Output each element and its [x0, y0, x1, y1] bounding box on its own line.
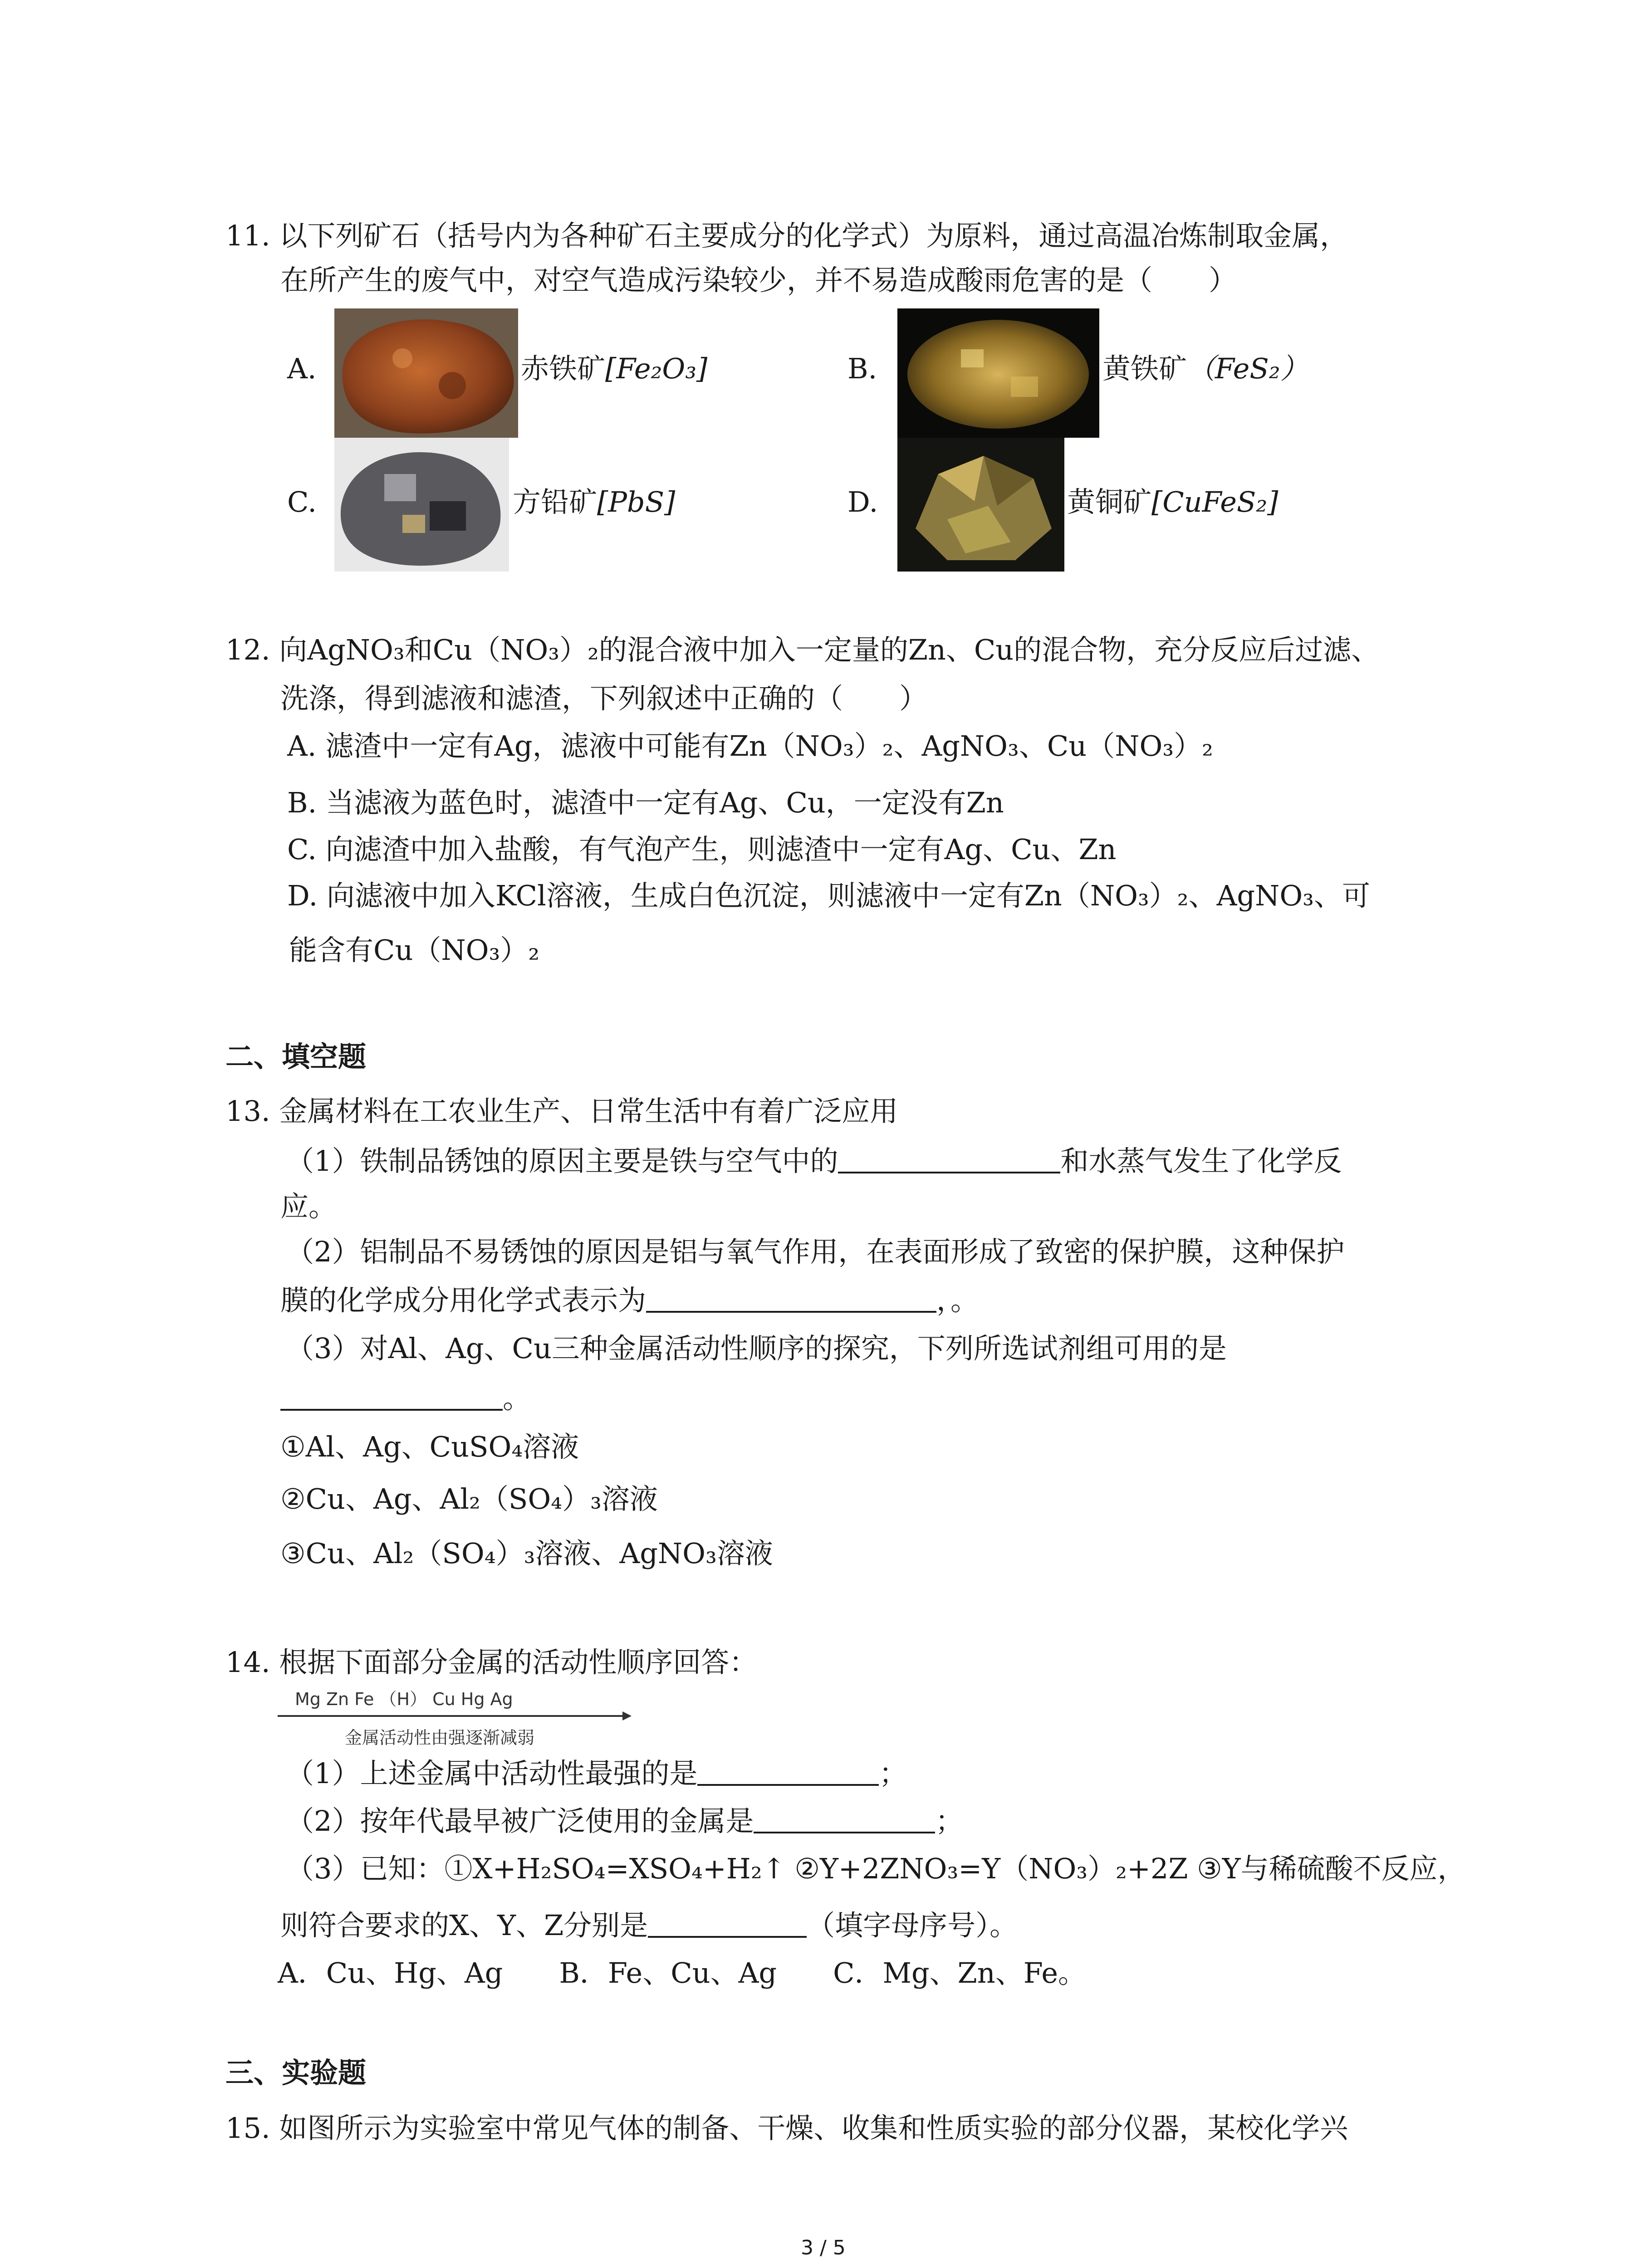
q14-blank-2[interactable]: [754, 1806, 935, 1833]
q13-option-2: ②Cu、Ag、Al₂（SO₄）₃溶液: [280, 1482, 658, 1515]
pyrite-ore-image: [897, 308, 1099, 438]
q13-option-3: ③Cu、Al₂（SO₄）₃溶液、AgNO₃溶液: [280, 1537, 773, 1570]
q11-option-d-text: 黄铜矿[CuFeS₂]: [1067, 485, 1279, 518]
q12-option-d-line1: D. 向滤液中加入KCl溶液，生成白色沉淀，则滤液中一定有Zn（NO₃）₂、AgNO₃、可: [287, 879, 1371, 912]
galena-ore-image: [334, 438, 509, 572]
q12-option-d-line2: 能含有Cu（NO₃）₂: [289, 934, 540, 967]
q14-part3-line2: 则符合要求的X、Y、Z分别是 （填字母序号）。: [280, 1909, 1018, 1942]
q13-option-1: ①Al、Ag、CuSO₄溶液: [280, 1430, 579, 1463]
q13-blank-2[interactable]: [646, 1286, 936, 1313]
q11-option-b-label: B.: [847, 352, 877, 385]
q14-blank-1[interactable]: [697, 1759, 879, 1786]
activity-series-caption: 金属活动性由强逐渐减弱: [345, 1728, 535, 1748]
q15-stem-line1: 15. 如图所示为实验室中常见气体的制备、干燥、收集和性质实验的部分仪器，某校化学兴: [225, 2112, 1348, 2145]
section-experiment-heading: 三、实验题: [225, 2056, 367, 2089]
q13-part1-cont: 应。: [280, 1190, 337, 1223]
q12-stem-line2: 洗涤，得到滤液和滤渣，下列叙述中正确的（ ）: [280, 682, 928, 715]
q11-option-c-label: C.: [287, 485, 317, 518]
section-fill-in-heading: 二、填空题: [225, 1040, 367, 1073]
q13-blank-1[interactable]: [838, 1146, 1060, 1173]
q13-blank-3[interactable]: [280, 1383, 503, 1411]
q14-part2: （2）按年代最早被广泛使用的金属是 ；: [286, 1804, 964, 1838]
q14-blank-3[interactable]: [648, 1911, 807, 1938]
q13-part2-line2: 膜的化学成分用化学式表示为 ，。: [280, 1284, 979, 1317]
q14-options: A．Cu、Hg、Ag B．Fe、Cu、Ag C．Mg、Zn、Fe。: [278, 1956, 1087, 1989]
chalcopyrite-ore-image: [897, 438, 1064, 572]
page-number: 3 / 5: [801, 2236, 846, 2259]
q13-part1: （1）铁制品锈蚀的原因主要是铁与空气中的 和水蒸气发生了化学反: [286, 1144, 1342, 1178]
q12-option-b: B. 当滤液为蓝色时，滤渣中一定有Ag、Cu，一定没有Zn: [287, 786, 1004, 819]
q11-stem-line2: 在所产生的废气中，对空气造成污染较少，并不易造成酸雨危害的是（ ）: [280, 264, 1237, 297]
q14-part3-line1: （3）已知：①X+H₂SO₄=XSO₄+H₂↑ ②Y+2ZNO₃=Y（NO₃）₂+2Z ③Y与稀硫酸不反应，: [286, 1852, 1466, 1885]
q11-option-b-text: 黄铁矿（FeS₂）: [1102, 352, 1308, 385]
q13-part3-line2: 。: [280, 1380, 531, 1417]
q11-option-a-text: 赤铁矿[Fe₂O₃]: [521, 352, 708, 385]
q12-option-a: A. 滤渣中一定有Ag，滤液中可能有Zn（NO₃）₂、AgNO₃、Cu（NO₃）₂: [287, 729, 1214, 763]
q11-option-c-text: 方铅矿[PbS]: [513, 485, 676, 518]
q13-stem: 13. 金属材料在工农业生产、日常生活中有着广泛应用: [225, 1095, 898, 1128]
q11-stem-line1: 11. 以下列矿石（括号内为各种矿石主要成分的化学式）为原料，通过高温冶炼制取金属，: [225, 219, 1348, 252]
q14-part1: （1）上述金属中活动性最强的是 ；: [286, 1757, 907, 1790]
activity-series-arrow: [278, 1709, 632, 1723]
q11-option-a-label: A.: [287, 352, 317, 385]
activity-series-metals: Mg Zn Fe （H） Cu Hg Ag: [295, 1689, 513, 1709]
q13-part3-line1: （3）对Al、Ag、Cu三种金属活动性顺序的探究，下列所选试剂组可用的是: [286, 1332, 1227, 1365]
q11-option-d-label: D.: [847, 485, 878, 518]
q14-stem: 14. 根据下面部分金属的活动性顺序回答：: [225, 1646, 758, 1679]
q12-option-c: C. 向滤渣中加入盐酸，有气泡产生，则滤渣中一定有Ag、Cu、Zn: [287, 833, 1117, 866]
hematite-ore-image: [334, 308, 518, 438]
q12-stem-line1: 12. 向AgNO₃和Cu（NO₃）₂的混合液中加入一定量的Zn、Cu的混合物，充分反应后过滤、: [225, 633, 1380, 666]
q13-part2-line1: （2）铝制品不易锈蚀的原因是铝与氧气作用，在表面形成了致密的保护膜，这种保护: [286, 1235, 1345, 1268]
